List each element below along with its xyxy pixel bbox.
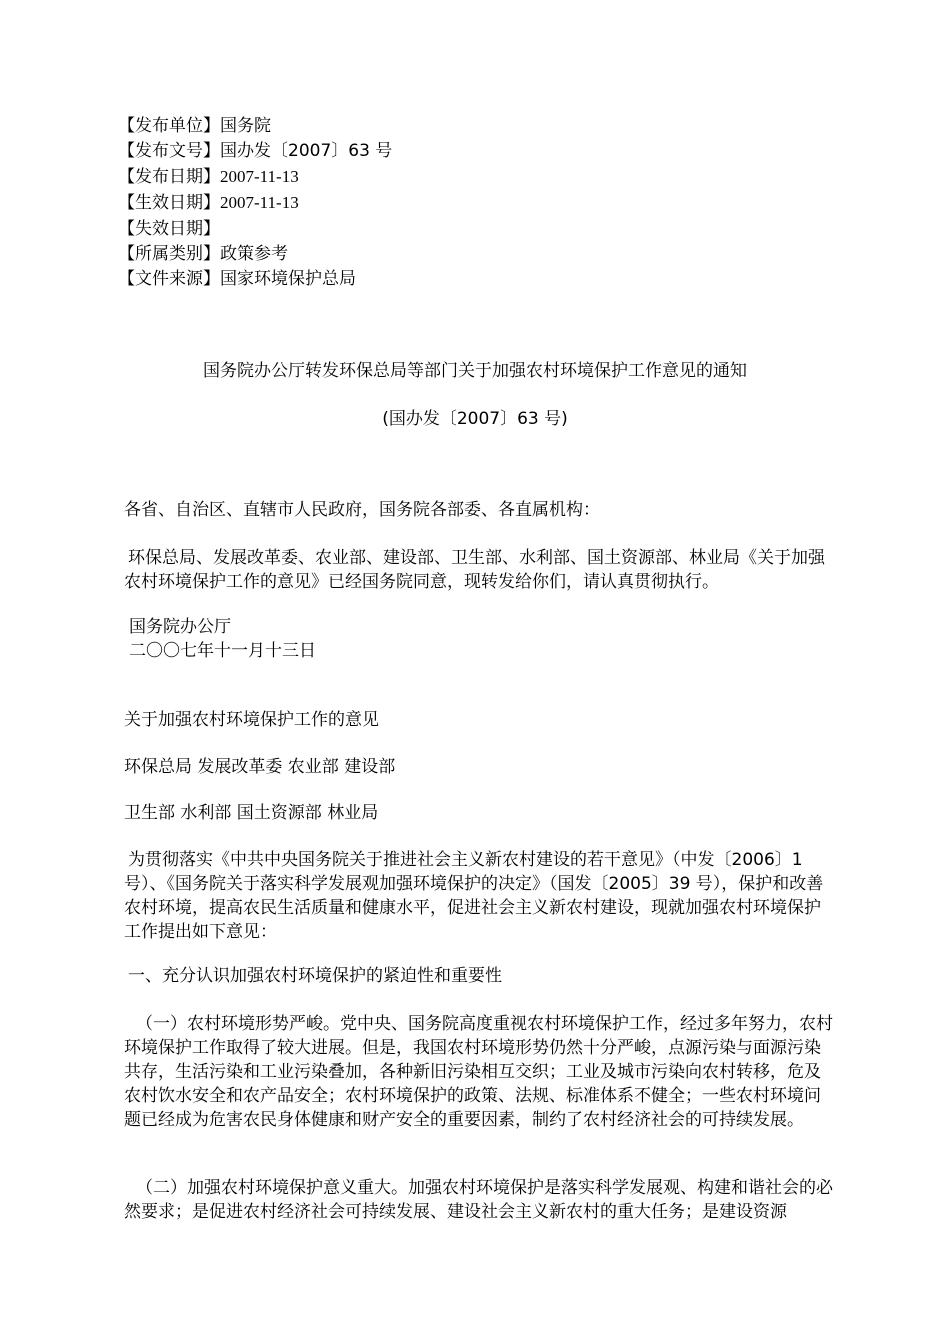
metadata-block <box>118 114 392 292</box>
meta-row-category <box>118 242 392 267</box>
issue-date: 二〇〇七年十一月十三日 <box>129 641 316 661</box>
meta-value: 2007-11-13 <box>220 193 299 212</box>
departments-line-1: 环保总局 发展改革委 农业部 建设部 <box>124 757 396 777</box>
document-title: 国务院办公厅转发环保总局等部门关于加强农村环境保护工作意见的通知 <box>203 361 747 381</box>
preface-paragraph: 为贯彻落实《中共中央国务院关于推进社会主义新农村建设的若干意见》（中发〔2006〕1号）、《国务院关于落实科学发展观加强环境保护的决定》（国发〔2005〕39 号），保护和改善农村环境，提高农民生活质量和健康水平，促进社会主义新农村建设，现就加强农村环境保护工作提出如下意见： <box>124 850 824 942</box>
meta-value: 政策参考 <box>220 244 288 264</box>
meta-row-effective-date <box>118 190 392 216</box>
meta-row-issuer <box>118 114 392 139</box>
meta-row-publish-date <box>118 164 392 190</box>
document-subtitle: (国办发〔2007〕63 号) <box>382 409 568 429</box>
opinion-title: 关于加强农村环境保护工作的意见 <box>124 710 379 730</box>
meta-label: 【文件来源】 <box>118 269 220 289</box>
meta-label: 【失效日期】 <box>118 219 220 239</box>
meta-row-doc-number <box>118 139 392 164</box>
meta-label: 【发布单位】 <box>118 116 220 136</box>
paragraph-2: （二）加强农村环境保护意义重大。加强农村环境保护是落实科学发展观、构建和谐社会的必然要求；是促进农村经济社会可持续发展、建设社会主义新农村的重大任务；是建设资源 <box>124 1178 833 1222</box>
salutation: 各省、自治区、直辖市人民政府，国务院各部委、各直属机构： <box>124 500 600 520</box>
meta-row-source <box>118 267 392 292</box>
meta-value: 国务院 <box>220 116 271 136</box>
meta-value: 2007-11-13 <box>220 167 299 186</box>
paragraph-1: （一）农村环境形势严峻。党中央、国务院高度重视农村环境保护工作，经过多年努力，农村环境保护工作取得了较大进展。但是，我国农村环境形势仍然十分严峻，点源污染与面源污染共存，生活污染和工业污染叠加，各种新旧污染相互交织；工业及城市污染向农村转移，危及农村饮水安全和农产品安全；农村环境保护的政策、法规、标准体系不健全；一些农村环境问题已经成为危害农民身体健康和财产安全的重要因素，制约了农村经济社会的可持续发展。 <box>124 1014 833 1130</box>
meta-value: 国办发〔2007〕63 号 <box>220 141 393 161</box>
issuer: 国务院办公厅 <box>129 617 231 637</box>
meta-row-expiry-date <box>118 216 392 242</box>
meta-value: 国家环境保护总局 <box>220 269 356 289</box>
intro-paragraph: 环保总局、发展改革委、农业部、建设部、卫生部、水利部、国土资源部、林业局《关于加强农村环境保护工作的意见》已经国务院同意，现转发给你们，请认真贯彻执行。 <box>124 548 825 592</box>
meta-label: 【发布日期】 <box>118 167 220 187</box>
meta-label: 【生效日期】 <box>118 193 220 213</box>
meta-label: 【发布文号】 <box>118 141 220 161</box>
meta-label: 【所属类别】 <box>118 244 220 264</box>
section-1-heading: 一、充分认识加强农村环境保护的紧迫性和重要性 <box>128 966 502 986</box>
departments-line-2: 卫生部 水利部 国土资源部 林业局 <box>124 803 379 823</box>
